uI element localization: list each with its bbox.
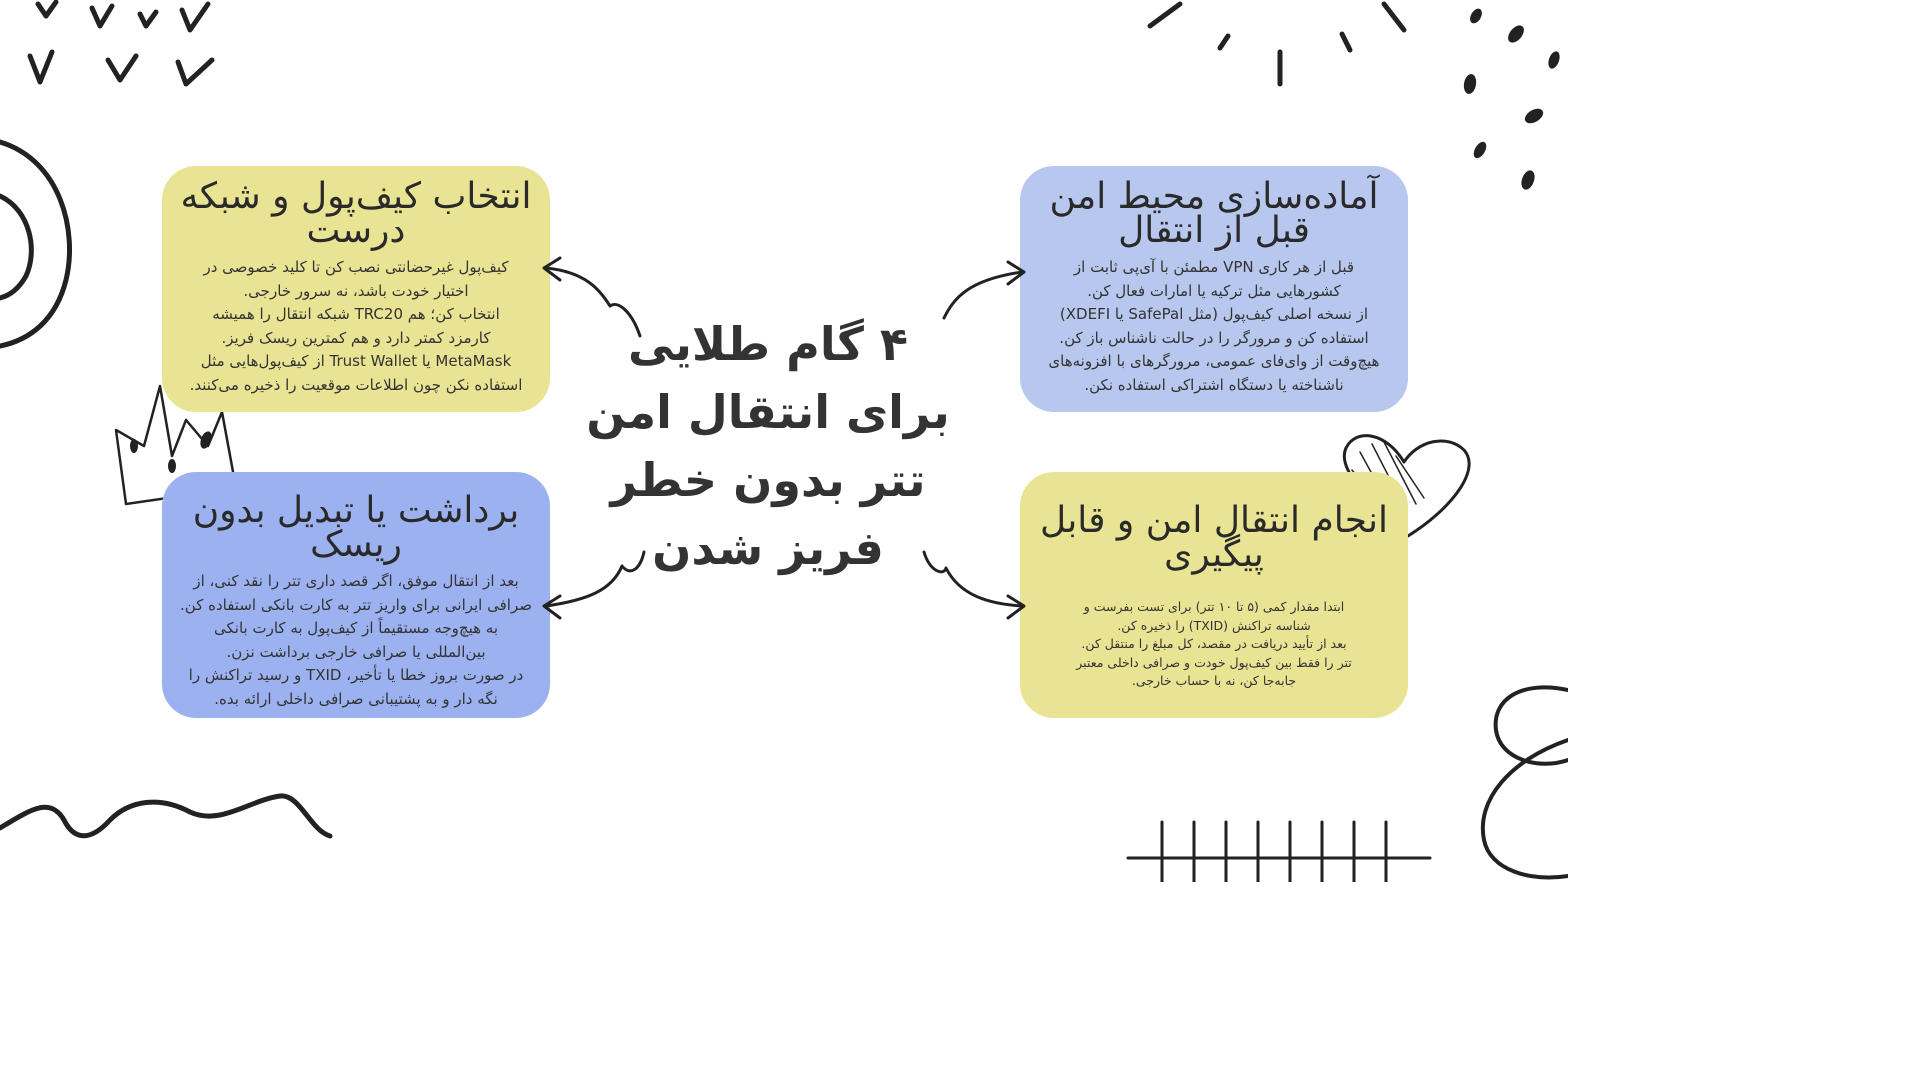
card-line: به هیچ‌وجه مستقیماً از کیف‌پول به کارت بانکی bbox=[214, 619, 498, 637]
card-title: انتخاب کیف‌پول و شبکه درست bbox=[180, 176, 532, 251]
swirl-doodle bbox=[1483, 687, 1568, 877]
grid-doodle bbox=[1128, 822, 1430, 882]
card-line: قبل از هر کاری VPN مطمئن با آی‌پی ثابت از bbox=[1073, 258, 1355, 276]
card-line: در صورت بروز خطا یا تأخیر، TXID و رسید تراکنش را bbox=[188, 666, 524, 684]
card-line: اختیار خودت باشد، نه سرور خارجی. bbox=[243, 281, 469, 300]
card-line: بین‌المللی یا صرافی خارجی برداشت نزن. bbox=[226, 642, 486, 661]
step-card-transfer bbox=[1012, 464, 1416, 726]
card-line: تتر را فقط بین کیف‌پول خودت و صرافی داخلی معتبر bbox=[1076, 654, 1352, 670]
step-card-environment bbox=[1012, 158, 1416, 420]
card-line: انتخاب کن؛ هم TRC20 شبکه انتقال را همیشه bbox=[212, 305, 500, 323]
card-line: بعد از تأیید دریافت در مقصد، کل مبلغ را منتقل کن. bbox=[1081, 636, 1347, 651]
card-line: کیف‌پول غیرحضانتی نصب کن تا کلید خصوصی در bbox=[203, 258, 509, 276]
sun-rays-doodle bbox=[1150, 4, 1404, 84]
card-title: برداشت یا تبدیل بدون ریسک bbox=[192, 490, 520, 565]
card-title: انجام انتقال امن و قابل پیگیری bbox=[1039, 500, 1389, 575]
card-line: ناشناخته یا دستگاه اشتراکی استفاده نکن. bbox=[1084, 375, 1344, 394]
card-line: کارمزد کمتر دارد و هم کمترین ریسک فریز. bbox=[221, 328, 491, 347]
checkmarks-doodle bbox=[30, 2, 212, 84]
card-line: بعد از انتقال موفق، اگر قصد داری تتر را نقد کنی، از bbox=[193, 572, 519, 590]
card-line: نگه دار و به پشتیبانی صرافی داخلی ارائه بده. bbox=[214, 689, 498, 708]
card-line: استفاده کن و مرورگر را در حالت ناشناس باز کن. bbox=[1059, 328, 1369, 347]
card-title: آماده‌سازی محیط امن قبل از انتقال bbox=[1049, 176, 1379, 251]
wave-doodle bbox=[0, 796, 330, 836]
card-line: ابتدا مقدار کمی (۵ تا ۱۰ تتر) برای تست بفرست و bbox=[1083, 599, 1345, 614]
card-line: شناسه تراکنش (TXID) را ذخیره کن. bbox=[1117, 617, 1311, 633]
card-line: MetaMask یا Trust Wallet از کیف‌پول‌هایی مثل bbox=[200, 352, 512, 370]
card-line: کشورهایی مثل ترکیه یا امارات فعال کن. bbox=[1087, 281, 1341, 300]
card-line: جابه‌جا کن، نه با حساب خارجی. bbox=[1131, 673, 1297, 688]
card-line: صرافی ایرانی برای واریز تتر به کارت بانکی استفاده کن. bbox=[180, 595, 532, 614]
center-title: ۴ گام طلایی برای انتقال امن تتر بدون خطر فریز شدن bbox=[586, 317, 950, 575]
step-card-wallet-network bbox=[154, 158, 558, 420]
card-line: از نسخه اصلی کیف‌پول (مثل SafePal یا XDEFI) bbox=[1059, 305, 1369, 323]
card-line: استفاده نکن چون اطلاعات موقعیت را ذخیره می‌کنند. bbox=[189, 375, 523, 394]
step-card-withdrawal bbox=[154, 464, 558, 726]
semicircle-doodle bbox=[0, 142, 70, 346]
card-line: هیچ‌وقت از وای‌فای عمومی، مرورگرهای با افزونه‌های bbox=[1048, 352, 1380, 370]
